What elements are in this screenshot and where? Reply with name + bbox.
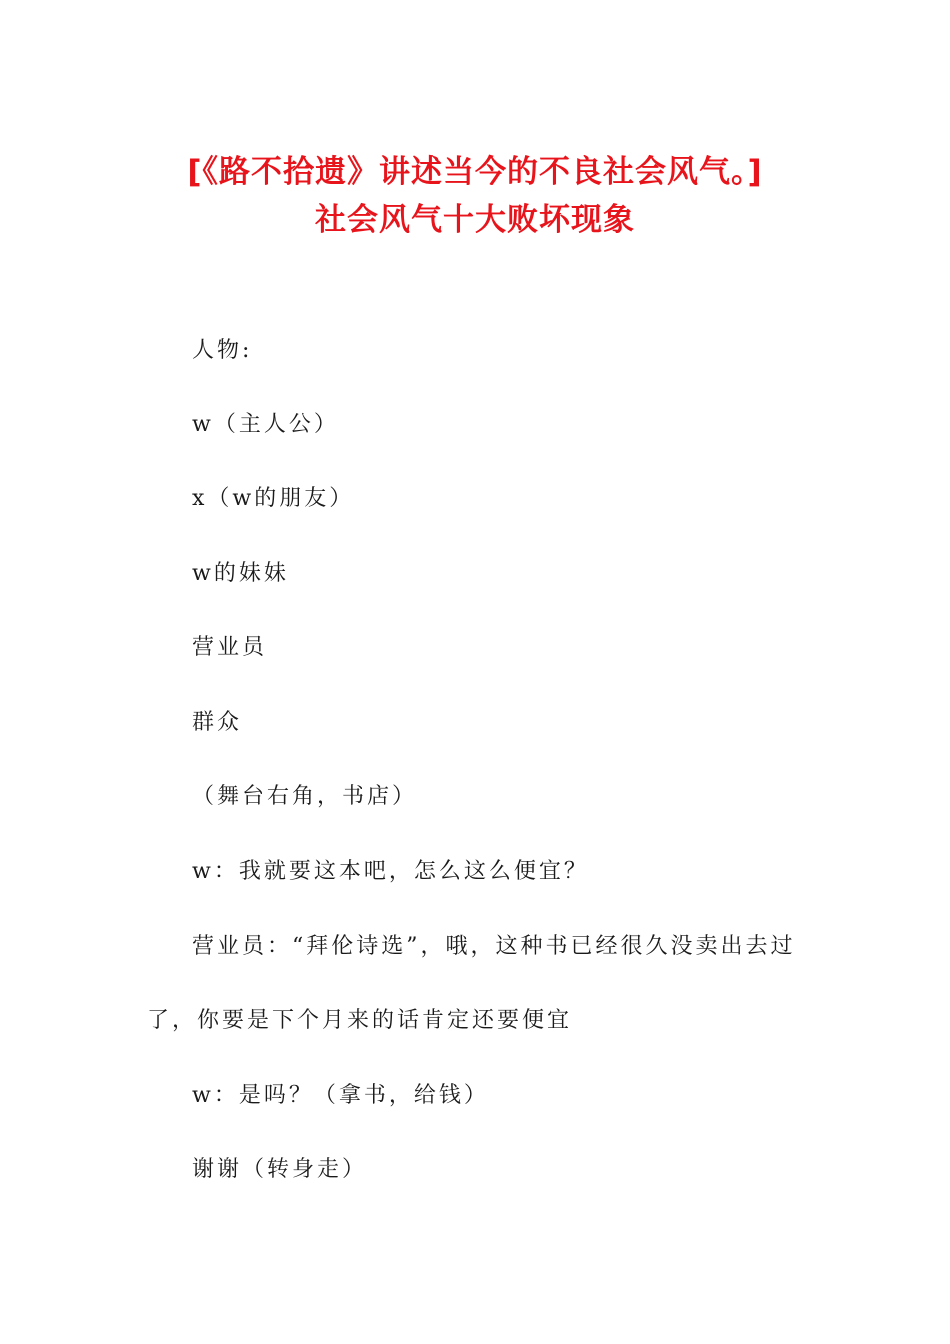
paragraph-character-x: x（w的朋友） [192, 486, 355, 511]
paragraph-dialogue-4: 谢谢（转身走） [192, 1157, 368, 1182]
paragraph-character-sister: w的妹妹 [192, 561, 289, 586]
paragraph-dialogue-3: w：是吗？（拿书，给钱） [192, 1083, 489, 1108]
document-title-line-1: [《路不拾遗》讲述当今的不良社会风气。] [187, 154, 763, 190]
paragraph-characters-heading: 人物: [192, 338, 253, 363]
paragraph-dialogue-2-continued: 了，你要是下个月来的话肯定还要便宜 [147, 1008, 573, 1033]
paragraph-character-clerk: 营业员 [192, 635, 268, 660]
paragraph-dialogue-1: w：我就要这本吧，怎么这么便宜？ [192, 859, 589, 884]
paragraph-stage-direction: （舞台右角，书店） [192, 784, 418, 809]
paragraph-character-w: w（主人公） [192, 412, 339, 437]
document-title-line-2: 社会风气十大败坏现象 [315, 202, 635, 238]
paragraph-dialogue-2: 营业员：“拜伦诗选”，哦，这种书已经很久没卖出去过 [192, 934, 796, 959]
paragraph-character-crowd: 群众 [192, 710, 243, 735]
